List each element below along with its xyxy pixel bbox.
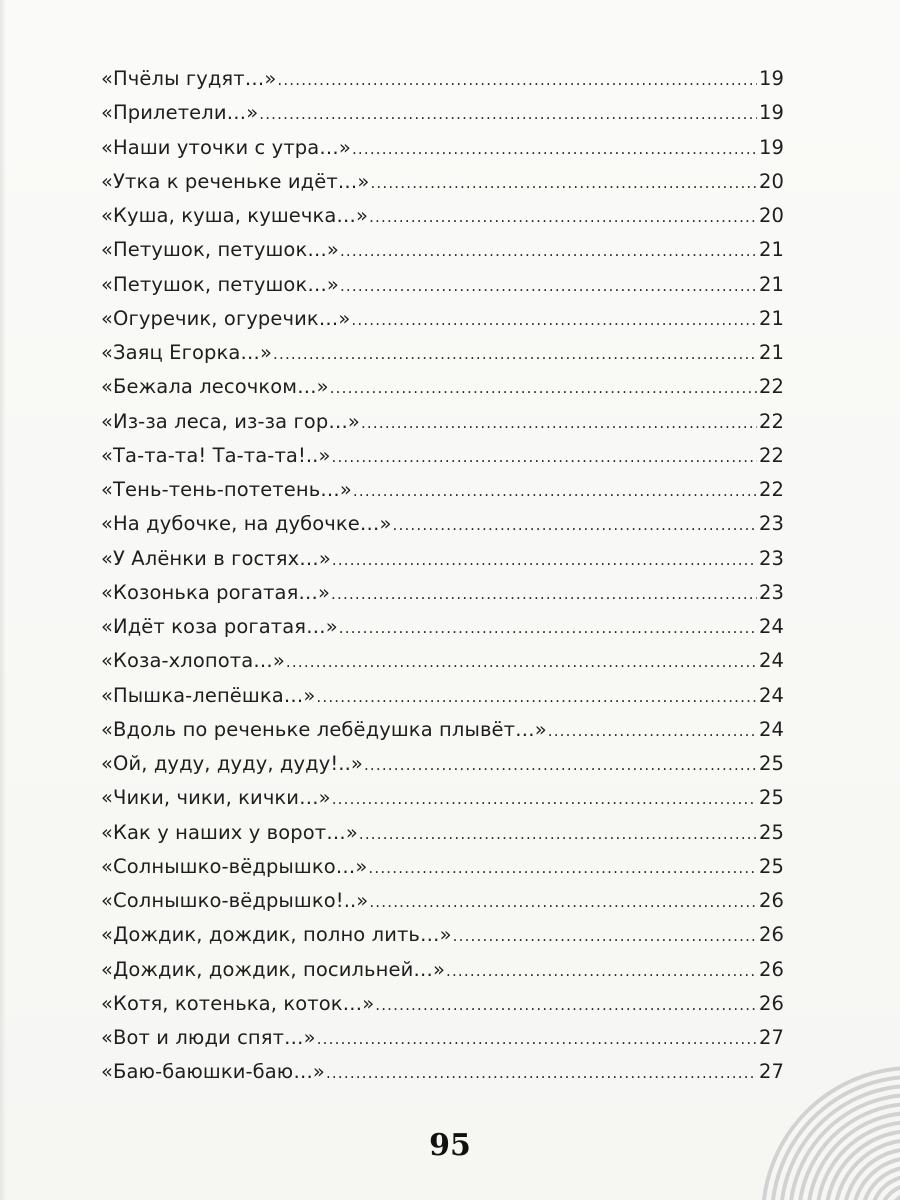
toc-dot-leader <box>331 577 757 611</box>
toc-dot-leader <box>316 680 757 714</box>
toc-entry <box>101 131 784 165</box>
toc-dot-leader <box>332 543 757 577</box>
decorative-ring <box>862 1167 900 1200</box>
toc-entry-title: «Пчёлы гудят…» <box>101 67 277 90</box>
toc-entry-page: 21 <box>758 238 784 262</box>
toc-entry-title: «Козонька рогатая…» <box>101 580 331 604</box>
toc-entry-page: 22 <box>758 478 784 501</box>
toc-entry <box>101 62 784 96</box>
toc-entry-page: 24 <box>758 717 784 741</box>
toc-entry-title: «Баю-баюшки-баю…» <box>101 1060 325 1084</box>
toc-entry-title: «Та-та-та! Та-та-та!..» <box>101 443 331 467</box>
toc-dot-leader <box>393 508 757 542</box>
toc-entry-page: 26 <box>758 923 784 947</box>
toc-dot-leader <box>340 234 757 268</box>
page-edge-shadow <box>0 0 6 1200</box>
toc-dot-leader <box>370 166 757 200</box>
toc-dot-leader <box>286 645 757 679</box>
toc-entry-page: 19 <box>758 101 784 125</box>
toc-entry-page: 26 <box>758 957 784 981</box>
toc-dot-leader <box>352 132 757 166</box>
toc-dot-leader <box>453 919 757 953</box>
toc-dot-leader <box>548 714 757 748</box>
toc-entry-title: «Котя, котенька, коток…» <box>101 991 375 1015</box>
toc-entry <box>101 713 784 747</box>
toc-entry <box>101 96 784 130</box>
toc-entry-page: 23 <box>758 546 784 570</box>
toc-entry-page: 23 <box>758 512 784 536</box>
toc-entry-title: «У Алёнки в гостях…» <box>101 546 331 570</box>
toc-entry-page: 19 <box>758 67 784 90</box>
toc-entry-page: 26 <box>758 889 784 912</box>
toc-entry-title: «Идёт коза рогатая…» <box>101 615 338 638</box>
toc-dot-leader <box>330 371 757 405</box>
toc-dot-leader <box>332 440 758 474</box>
toc-entry <box>101 165 784 199</box>
toc-entry <box>101 507 784 541</box>
toc-entry-title: «Тень-тень-потетень…» <box>101 478 352 501</box>
toc-entry <box>101 370 784 404</box>
toc-entry <box>101 405 784 439</box>
toc-dot-leader <box>351 303 757 337</box>
toc-entry-page: 25 <box>758 752 784 775</box>
toc-dot-leader <box>332 782 757 816</box>
toc-entry <box>101 336 784 370</box>
toc-dot-leader <box>273 337 757 371</box>
toc-entry-title: «Солнышко-вёдрышко!..» <box>101 889 369 912</box>
toc-dot-leader <box>359 817 757 851</box>
toc-entry-title: «Огуречик, огуречик…» <box>101 306 351 330</box>
toc-entry <box>101 850 784 884</box>
toc-entry-title: «Пышка-лепёшка…» <box>101 683 316 707</box>
toc-entry-title: «Наши уточки с утра…» <box>101 135 351 159</box>
toc-entry <box>101 439 784 473</box>
toc-entry-title: «Утка к реченьке идёт…» <box>101 169 370 193</box>
toc-entry <box>101 1055 784 1089</box>
toc-entry-page: 22 <box>758 375 784 399</box>
toc-entry-title: «Вот и люди спят…» <box>101 1026 316 1049</box>
toc-entry-page: 22 <box>758 443 784 467</box>
toc-entry <box>101 302 784 336</box>
toc-entry <box>101 233 784 267</box>
toc-entry-title: «На дубочке, на дубочке…» <box>101 512 392 536</box>
toc-entry-page: 21 <box>758 272 784 296</box>
toc-entry-title: «Как у наших у ворот…» <box>101 820 358 844</box>
toc-entry-page: 24 <box>758 615 784 638</box>
toc-entry-page: 20 <box>758 204 784 227</box>
toc-entry-page: 25 <box>758 820 784 844</box>
toc-entry <box>101 781 784 815</box>
toc-entry-title: «Бежала лесочком…» <box>101 375 329 399</box>
toc-entry-page: 21 <box>758 341 784 364</box>
decorative-ring <box>826 1131 900 1200</box>
toc-entry <box>101 816 784 850</box>
toc-dot-leader <box>361 406 757 440</box>
toc-entry-page: 27 <box>758 1026 784 1049</box>
toc-entry-title: «Заяц Егорка…» <box>101 341 273 364</box>
toc-entry-page: 22 <box>758 409 784 433</box>
toc-entry <box>101 884 784 918</box>
toc-dot-leader <box>353 474 757 508</box>
toc-entry-title: «Петушок, петушок…» <box>101 238 339 262</box>
toc-entry-page: 26 <box>758 991 784 1015</box>
toc-entry-title: «Дождик, дождик, полно лить…» <box>101 923 452 947</box>
toc-entry-title: «Чики, чики, кички…» <box>101 786 331 810</box>
page-number: 95 <box>429 1128 471 1163</box>
toc-entry-title: «Куша, куша, кушечка…» <box>101 204 369 227</box>
toc-dot-leader <box>259 97 757 131</box>
toc-entry <box>101 576 784 610</box>
toc-entry <box>101 918 784 952</box>
table-of-contents <box>101 62 784 1090</box>
toc-dot-leader <box>340 269 757 303</box>
toc-entry-page: 25 <box>758 786 784 810</box>
toc-dot-leader <box>369 200 757 234</box>
toc-entry <box>101 679 784 713</box>
toc-entry <box>101 268 784 302</box>
decorative-rings-icon <box>762 1032 900 1200</box>
toc-entry-page: 27 <box>758 1060 784 1084</box>
toc-entry-page: 19 <box>758 135 784 159</box>
toc-entry-title: «Из-за леса, из-за гор…» <box>101 409 360 433</box>
toc-entry-page: 21 <box>758 306 784 330</box>
toc-dot-leader <box>364 748 757 782</box>
toc-entry <box>101 953 784 987</box>
toc-entry-title: «Прилетели…» <box>101 101 259 125</box>
toc-dot-leader <box>339 611 757 645</box>
toc-dot-leader <box>375 988 757 1022</box>
toc-entry-page: 24 <box>758 683 784 707</box>
toc-entry <box>101 610 784 644</box>
toc-entry <box>101 199 784 233</box>
toc-dot-leader <box>317 1022 757 1056</box>
toc-entry-page: 25 <box>758 854 784 878</box>
toc-entry <box>101 747 784 781</box>
toc-dot-leader <box>277 63 757 97</box>
toc-entry-title: «Дождик, дождик, посильней…» <box>101 957 445 981</box>
toc-entry-title: «Ой, дуду, дуду, дуду!..» <box>101 752 363 775</box>
toc-dot-leader <box>369 885 757 919</box>
toc-entry-title: «Вдоль по реченьке лебёдушка плывёт…» <box>101 717 547 741</box>
toc-entry <box>101 473 784 507</box>
toc-dot-leader <box>368 851 757 885</box>
toc-entry-title: «Солнышко-вёдрышко…» <box>101 854 368 878</box>
toc-entry-page: 20 <box>758 169 784 193</box>
toc-entry-page: 23 <box>758 580 784 604</box>
toc-entry-title: «Петушок, петушок…» <box>101 272 339 296</box>
toc-entry <box>101 987 784 1021</box>
toc-entry <box>101 644 784 678</box>
toc-entry-page: 24 <box>758 649 784 673</box>
toc-entry-title: «Коза-хлопота…» <box>101 649 285 673</box>
toc-dot-leader <box>446 954 757 988</box>
toc-entry <box>101 1021 784 1055</box>
toc-entry <box>101 542 784 576</box>
toc-dot-leader <box>326 1056 757 1090</box>
